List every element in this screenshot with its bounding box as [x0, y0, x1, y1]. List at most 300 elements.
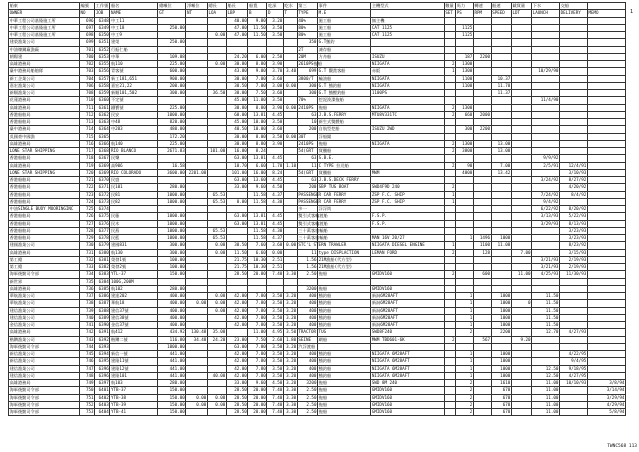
table-cell: 400	[297, 293, 317, 300]
table-cell: 225.00	[158, 104, 186, 111]
table-cell	[456, 17, 474, 24]
table-cell	[511, 53, 531, 60]
table-cell: C TYPE 拉送船	[318, 162, 371, 169]
table-cell	[532, 242, 560, 249]
table-cell: 0.00	[207, 394, 226, 401]
table-cell: 716	[79, 140, 94, 147]
table-cell: 1	[456, 322, 474, 329]
header-cell: 主機型式	[371, 3, 444, 10]
table-cell: 2/19/93	[559, 256, 587, 263]
table-cell	[186, 104, 208, 111]
table-cell	[226, 235, 248, 242]
table-cell	[456, 343, 474, 350]
table-cell: 739	[79, 307, 94, 314]
table-cell: 65.53	[207, 198, 226, 205]
table-cell: 9.80	[248, 17, 267, 24]
table-cell	[511, 61, 531, 68]
table-cell: 新潟6M28AFT	[371, 300, 444, 307]
table-cell: 441.00	[158, 365, 186, 372]
table-cell	[158, 46, 186, 53]
table-cell	[207, 75, 226, 82]
table-cell: 1	[456, 314, 474, 321]
table-cell	[559, 155, 587, 162]
table-cell	[511, 358, 531, 365]
table-cell: 鮪釣船	[318, 307, 371, 314]
header-cell: 第三	[297, 3, 317, 10]
table-cell	[491, 285, 511, 292]
table-cell	[297, 278, 317, 285]
table-cell: 11.50	[248, 32, 267, 39]
table-cell	[110, 133, 158, 140]
table-cell: 中華工程公司基隆施工所	[9, 24, 80, 31]
table-cell	[511, 322, 531, 329]
table-cell	[511, 191, 531, 198]
table-cell	[444, 126, 455, 133]
table-cell: 中工11	[110, 17, 158, 24]
table-cell: 1.56	[297, 264, 317, 271]
header-cell: 吃水	[283, 3, 297, 10]
table-cell	[587, 184, 625, 191]
table-cell	[587, 169, 625, 176]
table-cell: 710	[79, 97, 94, 104]
table-cell: 7.80	[248, 351, 267, 358]
table-cell	[511, 235, 531, 242]
table-cell: 6370	[95, 177, 110, 184]
table-cell: 13.00	[491, 148, 511, 155]
table-cell	[559, 394, 587, 401]
table-cell	[444, 329, 455, 336]
table-cell: 3.20	[283, 372, 297, 379]
table-cell	[283, 191, 297, 198]
table-cell	[186, 235, 208, 242]
table-cell	[283, 97, 297, 104]
table-cell	[283, 227, 297, 234]
table-cell	[511, 394, 531, 401]
table-cell: NIIGATA	[371, 61, 444, 68]
table-cell: 9/18/95	[559, 365, 587, 372]
table-cell: 0.00	[283, 133, 297, 140]
table-cell: 24.20	[207, 336, 226, 343]
table-cell: 香港船舶局	[9, 198, 80, 205]
table-cell	[473, 155, 491, 162]
table-cell: 10.37	[491, 75, 511, 82]
table-cell	[444, 53, 455, 60]
table-cell: 1	[456, 300, 474, 307]
table-cell: 2T	[297, 46, 317, 53]
table-cell: 728	[79, 227, 94, 234]
table-cell: 1	[444, 242, 455, 249]
table-cell: 嘉宏漁業公司	[9, 82, 80, 89]
table-cell: 7.50	[248, 90, 267, 97]
table-cell: 751	[79, 394, 94, 401]
table-cell: 400.00	[158, 293, 186, 300]
table-cell	[283, 264, 297, 271]
table-cell: 3.20	[267, 17, 283, 24]
table-cell: 中油SINGLE BUOY MOORINGINC	[9, 206, 80, 213]
table-cell: 300.00	[158, 90, 186, 97]
table-cell	[186, 133, 208, 140]
table-cell: 新潟6M28AFT	[371, 293, 444, 300]
table-cell: 6393	[95, 343, 110, 350]
table-row	[9, 39, 626, 46]
header-cell: 船速	[491, 3, 511, 10]
table-cell: 新順漁業公司	[9, 90, 80, 97]
table-cell: 6362	[95, 111, 110, 118]
table-cell: 80%	[297, 32, 317, 39]
table-cell	[587, 307, 625, 314]
table-cell: 拖船	[318, 104, 371, 111]
table-cell: 6396	[95, 372, 110, 379]
table-cell	[186, 322, 208, 329]
table-cell: 臺中港務局船舶隊	[9, 68, 80, 75]
table-cell: 172.20	[158, 133, 186, 140]
table-cell	[491, 220, 511, 227]
table-row	[9, 104, 626, 111]
table-cell: CAT 1125	[371, 32, 444, 39]
table-cell: 6356	[95, 68, 110, 75]
table-cell: 3/21/93	[532, 256, 560, 263]
table-row	[9, 90, 626, 97]
table-cell	[491, 24, 511, 31]
table-cell	[559, 119, 587, 126]
table-cell: 3.40	[283, 68, 297, 75]
table-cell: 2	[444, 249, 455, 256]
table-cell	[444, 278, 455, 285]
table-cell: 28.50	[226, 409, 248, 416]
table-cell: 738	[79, 300, 94, 307]
table-cell: 1125	[456, 32, 474, 39]
header-cell: 船東	[9, 3, 80, 10]
table-cell	[587, 119, 625, 126]
table-cell	[283, 249, 297, 256]
table-cell: 1.70	[267, 162, 283, 169]
table-cell: 0.00	[186, 394, 208, 401]
table-cell	[587, 206, 625, 213]
table-cell	[511, 409, 531, 416]
table-cell	[456, 285, 474, 292]
table-cell	[473, 140, 491, 147]
table-cell	[587, 24, 625, 31]
table-cell: 9/4/95	[559, 358, 587, 365]
table-cell: PASSENGER CAR FERRY	[298, 198, 347, 204]
table-cell: 63	[297, 155, 317, 162]
table-cell	[207, 104, 226, 111]
table-cell: 三十萬客旅輸船	[298, 235, 328, 240]
table-row	[9, 177, 626, 184]
table-cell: 1	[456, 372, 474, 379]
table-row	[9, 293, 626, 300]
table-cell	[207, 119, 226, 126]
table-cell: 6402	[95, 394, 110, 401]
table-cell	[444, 119, 455, 126]
table-cell: 9.60	[248, 184, 267, 191]
table-cell: 1	[456, 365, 474, 372]
table-cell: 4.45	[267, 220, 283, 227]
table-cell	[559, 401, 587, 408]
table-cell	[186, 256, 208, 263]
table-cell: 香港船舶局	[9, 213, 80, 220]
table-cell	[587, 227, 625, 234]
ship-register-table	[8, 2, 626, 416]
table-cell	[318, 343, 371, 350]
table-cell: 2	[444, 140, 455, 147]
header-cell: 數量	[445, 3, 454, 8]
table-cell: 3.50	[267, 358, 283, 365]
table-cell	[511, 206, 531, 213]
table-cell: 2	[456, 401, 474, 408]
table-cell: 116.80	[158, 336, 186, 343]
table-cell: 海軍後勤司令部	[9, 387, 80, 394]
table-cell	[456, 177, 474, 184]
table-cell: 10.00	[248, 119, 267, 126]
table-cell: 0	[511, 300, 531, 307]
table-cell: J.B.S.FERRY	[318, 111, 371, 118]
table-cell: 3.50	[267, 300, 283, 307]
table-cell: 30.50	[226, 82, 248, 89]
table-cell: 725	[79, 206, 94, 213]
table-cell	[587, 249, 625, 256]
table-cell: 42.00	[226, 372, 248, 379]
table-cell: 714	[79, 126, 94, 133]
table-cell: G.T 觀賞客船	[318, 68, 371, 75]
table-cell: 10.30	[248, 256, 267, 263]
table-cell	[491, 133, 511, 140]
table-cell: 方舟船	[318, 53, 371, 60]
table-cell: 2/19/93	[559, 264, 587, 271]
table-cell: 航130	[110, 249, 158, 256]
table-cell: 8/4/92	[559, 191, 587, 198]
table-cell: 12.70	[532, 329, 560, 336]
table-cell	[473, 322, 491, 329]
table-cell: LONE STAR SHIPPING	[9, 148, 80, 155]
table-row	[9, 372, 626, 379]
table-cell	[511, 75, 531, 82]
table-cell: 金信漁業公司	[9, 322, 80, 329]
table-cell: 7/24/92	[532, 191, 560, 198]
table-cell: 20.00	[248, 401, 267, 408]
table-cell: 赤阪	[371, 68, 444, 75]
table-cell	[511, 329, 531, 336]
table-cell: LEMAN FORD	[371, 249, 444, 256]
table-cell: 4.45	[267, 111, 283, 118]
table-cell: 0.00	[186, 401, 208, 408]
table-cell	[587, 242, 625, 249]
table-cell: 65.53	[207, 191, 226, 198]
header-cell: T	[283, 10, 297, 17]
table-cell	[456, 155, 474, 162]
table-cell	[587, 90, 625, 97]
table-cell	[248, 39, 267, 46]
table-cell	[511, 68, 531, 75]
table-cell	[283, 148, 297, 155]
table-row	[9, 140, 626, 147]
table-cell: 6358	[95, 82, 110, 89]
table-cell	[283, 46, 297, 53]
table-cell: 1100	[456, 75, 474, 82]
table-cell: 3/29/94	[587, 394, 625, 401]
table-cell	[186, 278, 208, 285]
table-cell: 698	[79, 32, 94, 39]
table-cell: 11.37	[491, 90, 511, 97]
table-cell: 3.20	[283, 358, 297, 365]
table-cell: 楷鑽漁業公司	[9, 336, 80, 343]
table-cell: 1000	[491, 358, 511, 365]
table-cell: 567	[473, 336, 491, 343]
table-cell: 建信37號	[110, 307, 158, 314]
table-cell	[186, 314, 208, 321]
table-cell: 6379	[95, 242, 110, 249]
table-cell: NIIGATA 6M28AFT	[371, 351, 444, 358]
table-cell: 新世界	[9, 278, 80, 285]
table-row	[9, 191, 626, 198]
table-cell	[511, 39, 531, 46]
table-cell	[587, 155, 625, 162]
table-cell: 441.00	[158, 372, 186, 379]
table-cell	[473, 133, 491, 140]
table-cell: 400	[297, 372, 317, 379]
table-cell	[532, 32, 560, 39]
table-cell: 749	[79, 380, 94, 387]
table-cell: 703	[79, 68, 94, 75]
table-cell	[283, 140, 297, 147]
table-cell	[371, 278, 444, 285]
table-cell: 200.00	[158, 82, 186, 89]
table-cell: 4/27/95	[559, 372, 587, 379]
table-cell	[207, 140, 226, 147]
header-cell	[587, 3, 625, 10]
table-cell: 1000	[491, 300, 511, 307]
table-cell	[559, 314, 587, 321]
table-cell: 750	[79, 387, 94, 394]
table-cell	[511, 46, 531, 53]
table-cell: 6383	[95, 271, 110, 278]
table-cell: 2	[456, 387, 474, 394]
table-cell	[248, 278, 267, 285]
table-cell	[371, 97, 444, 104]
table-cell: 鐵寶號	[110, 104, 158, 111]
table-cell: 4/22/95	[559, 351, 587, 358]
table-cell: 42.00	[226, 293, 248, 300]
table-cell	[186, 39, 208, 46]
table-cell: 3200	[297, 285, 317, 292]
table-cell	[511, 256, 531, 263]
table-cell: 2	[444, 104, 455, 111]
table-cell	[186, 68, 208, 75]
table-cell	[587, 235, 625, 242]
table-cell: 7.40	[267, 401, 283, 408]
table-cell: 拖船	[318, 394, 371, 401]
table-cell	[456, 213, 474, 220]
table-row	[9, 300, 626, 307]
table-cell: 280.00	[158, 285, 186, 292]
table-cell	[444, 365, 455, 372]
table-cell: 752	[79, 401, 94, 408]
table-cell: 3.50	[267, 293, 283, 300]
table-cell: 3.30	[283, 387, 297, 394]
table-cell	[511, 307, 531, 314]
table-cell: 746	[79, 358, 94, 365]
table-cell	[511, 155, 531, 162]
table-cell: 多一	[297, 206, 317, 213]
table-cell: 6392	[95, 336, 110, 343]
table-cell	[444, 46, 455, 53]
header-cell: 船長	[226, 3, 248, 10]
table-cell: 2	[444, 336, 455, 343]
table-cell	[473, 90, 491, 97]
table-cell	[473, 372, 491, 379]
table-row	[9, 307, 626, 314]
table-cell	[207, 213, 226, 220]
table-cell: 42.00	[226, 307, 248, 314]
table-cell: 海軍後勤司令部	[9, 271, 80, 278]
table-cell: 民82	[110, 198, 158, 205]
table-cell: 施工船	[318, 17, 371, 24]
table-cell: 鮪釣船	[318, 322, 371, 329]
table-cell	[532, 75, 560, 82]
table-cell	[186, 90, 208, 97]
table-cell	[186, 206, 208, 213]
table-cell: 11.50	[532, 322, 560, 329]
table-cell: 建榮漁業公司	[9, 39, 80, 46]
table-cell	[207, 220, 226, 227]
table-cell	[283, 256, 297, 263]
table-cell: 23.00	[226, 336, 248, 343]
table-cell: 63.00	[226, 220, 248, 227]
table-cell: 300	[297, 90, 317, 97]
table-cell: 187	[456, 53, 474, 60]
table-cell	[207, 177, 226, 184]
table-cell	[444, 177, 455, 184]
table-cell: 1610	[491, 380, 511, 387]
table-cell: 727	[79, 220, 94, 227]
table-cell: 0.00	[207, 61, 226, 68]
table-cell: 6357	[95, 75, 110, 82]
table-cell	[473, 104, 491, 111]
header-cell: 轉速	[473, 3, 491, 10]
table-cell: 2	[444, 271, 455, 278]
table-cell: 100G,200M	[110, 278, 158, 285]
table-cell	[444, 32, 455, 39]
table-cell: 6/22/92	[532, 206, 560, 213]
table-cell: 6384	[95, 278, 110, 285]
table-cell: 新生式雙體船	[318, 119, 371, 126]
table-cell	[283, 17, 297, 24]
table-cell	[207, 39, 226, 46]
table-cell: 723	[79, 191, 94, 198]
header-cell: MEMO	[587, 10, 625, 17]
table-row	[9, 271, 626, 278]
table-cell: 1	[456, 235, 474, 242]
table-cell	[587, 140, 625, 147]
table-cell: 1	[456, 307, 474, 314]
table-cell	[456, 90, 474, 97]
table-cell	[587, 264, 625, 271]
table-cell	[283, 111, 297, 118]
table-cell: 民81	[110, 191, 158, 198]
table-cell: 742	[79, 329, 94, 336]
table-cell	[491, 198, 511, 205]
table-cell: 3/21/93	[532, 264, 560, 271]
table-cell	[371, 39, 444, 46]
table-cell: 100.00	[158, 256, 186, 263]
table-cell: SWD8F240	[371, 329, 444, 336]
table-cell	[473, 39, 491, 46]
table-cell	[456, 133, 474, 140]
table-cell: 0.00	[283, 82, 297, 89]
table-cell: 13.81	[248, 220, 267, 227]
table-cell	[511, 17, 531, 24]
table-cell: 11.00	[532, 380, 560, 387]
